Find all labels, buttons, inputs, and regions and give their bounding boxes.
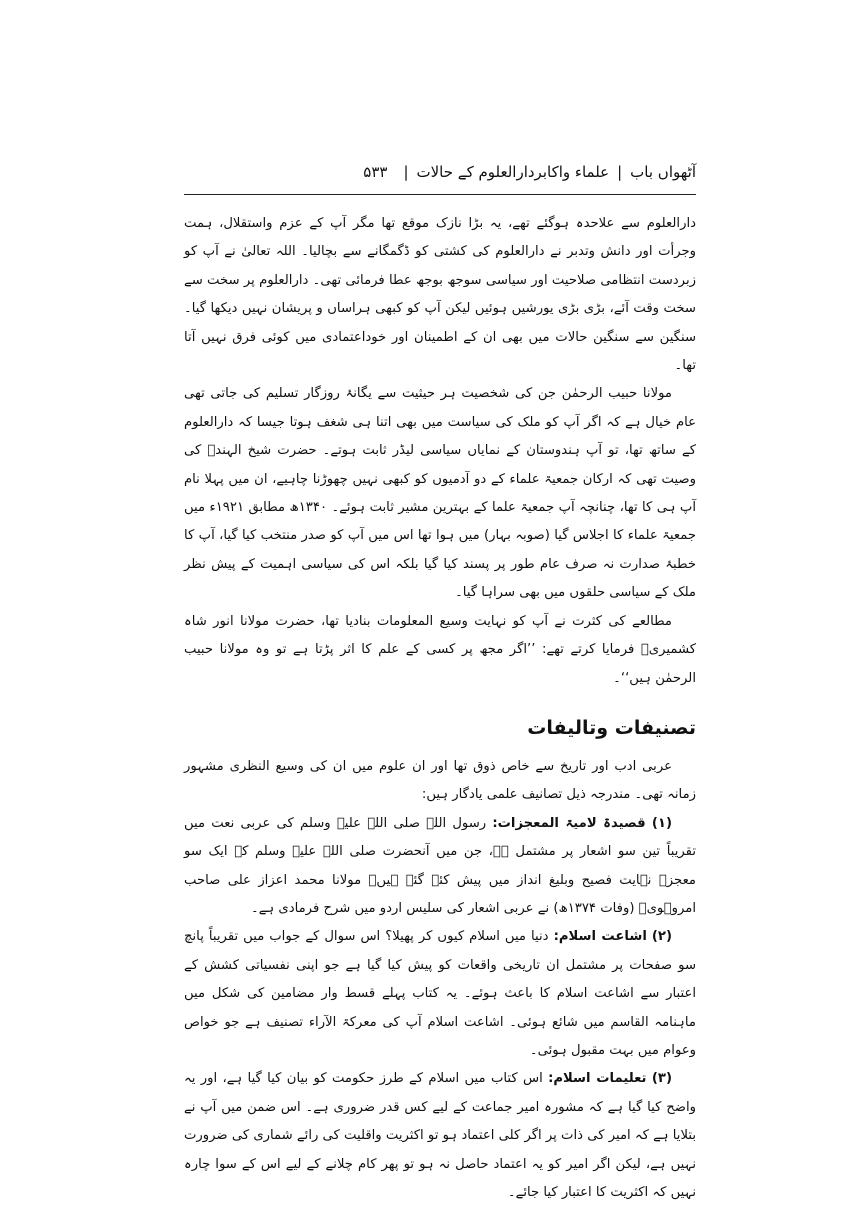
header-separator: | — [617, 163, 623, 181]
list-item — [184, 923, 696, 1065]
running-header — [184, 157, 696, 187]
item-number: (۲) — [651, 929, 672, 945]
list-item — [184, 810, 696, 924]
item-text: دنیا میں اسلام کیوں کر پھیلا؟ اس سوال کے جواب میں تقریباً پانچ سو صفحات پر مشتمل ان تاریخی واقعات کو پیش کیا گیا ہے جو اپنی نفسیاتی کشش کے اعتبار سے اشاعت اسلام کا باعث ہوئے۔ یہ کتاب پہلے قسط وار مضامین کی شکل میں ماہنامہ القاسم میں شائع ہوئی۔ اشاعت اسلام آپ کی معرکۃ الآراء تصنیف ہے جو خواص وعوام میں بہت مقبول ہوئی۔ — [184, 929, 696, 1058]
paragraph: دارالعلوم سے علاحدہ ہوگئے تھے، یہ بڑا نازک موقع تھا مگر آپ کے عزم واستقلال، ہمت وجرأت اور دانش وتدبر نے دارالعلوم کی کشتی کو ڈگمگانے سے بچالیا۔ اللہ تعالیٰ نے آپ کو زبردست انتظامی صلاحیت اور سیاسی سوجھ بوجھ عطا فرمائی تھی۔ دارالعلوم پر سخت سے سخت وقت آئے، بڑی بڑی یورشیں ہوئیں لیکن آپ کو کبھی ہراساں و پریشان نہیں دیکھا گیا۔ سنگین سے سنگین حالات میں بھی ان کے اطمینان اور خوداعتمادی میں کوئی فرق نہیں آتا تھا۔ — [184, 216, 696, 374]
page-body — [184, 210, 696, 1207]
page-number: ۵۳۳ — [363, 163, 388, 181]
item-title: تعلیمات اسلام: — [548, 1071, 647, 1087]
chapter-title: آٹھواں باب — [630, 163, 696, 181]
section-heading: تصنیفات وتالیفات — [527, 716, 696, 739]
list-item — [184, 1065, 696, 1207]
item-number: (۳) — [651, 1071, 672, 1087]
item-title: اشاعت اسلام: — [553, 929, 647, 945]
header-separator: | — [403, 163, 409, 181]
intro-paragraph: عربی ادب اور تاریخ سے خاص ذوق تھا اور ان علوم میں ان کی وسیع النظری مشہور زمانہ تھی۔ مندرجہ ذیل تصانیف علمی یادگار ہیں: — [184, 758, 696, 803]
paragraph: مولانا حبیب الرحمٰن جن کی شخصیت ہر حیثیت سے یگانۂ روزگار تسلیم کی جاتی تھی عام خیال ہے کہ اگر آپ کو ملک کی سیاست میں بھی اتنا ہی شغف ہوتا جیسا کہ دارالعلوم کے ساتھ تھا، تو آپ ہندوستان کے نمایاں سیاسی لیڈر ثابت ہوتے۔ حضرت شیخ الہندؒ کی وصیت تھی کہ ارکان جمعیۃ علماء کے دو آدمیوں کو کبھی نہیں چھوڑنا چاہیے، ان میں پہلا نام آپ ہی کا تھا، چنانچہ آپ جمعیۃ علما کے بہترین مشیر ثابت ہوئے۔ ۱۳۴۰ھ مطابق ۱۹۲۱ء میں جمعیۃ علماء کا اجلاس گیا (صوبہ بہار) میں ہوا تھا اس میں آپ کو صدر منتخب کیا گیا، آپ کا خطبۂ صدارت نہ صرف عام طور پر پسند کیا گیا بلکہ اس کی سیاسی اہمیت کے پیش نظر ملک کے سیاسی حلقوں میں بھی سراہا گیا۔ — [184, 386, 696, 601]
item-text: رسول اللہ صلی اللہ علیہ وسلم کی عربی نعت میں تقریباً تین سو اشعار پر مشتمل ہے، جن میں آنحضرت صلی اللہ علیہ وسلم کے ایک سو معجزے نہایت فصیح وبلیغ انداز میں پیش کئے گئے ہیں۔ مولانا محمد اعزاز علی صاحب امروہویؒ (وفات ۱۳۷۴ھ) نے عربی اشعار کی سلیس اردو میں شرح فرمادی ہے۔ — [184, 815, 696, 916]
item-title: قصیدۃ لامیۃ المعجزات: — [492, 815, 646, 831]
paragraph: مطالعے کی کثرت نے آپ کو نہایت وسیع المعلومات بنادیا تھا، حضرت مولانا انور شاہ کشمیریؒ فرمایا کرتے تھے: ’’اگر مجھ پر کسی کے علم کا اثر پڑتا ہے تو وہ مولانا حبیب الرحمٰن ہیں‘‘۔ — [184, 613, 696, 686]
section-title: علماء واکابردارالعلوم کے حالات — [416, 163, 610, 181]
item-text: اس کتاب میں اسلام کے طرز حکومت کو بیان کیا گیا ہے، اور یہ واضح کیا گیا ہے کہ مشورہ امیر جماعت کے لیے کس قدر ضروری ہے۔ اس ضمن میں آپ نے بتلایا ہے کہ امیر کی ذات پر اگر کلی اعتماد ہو تو اکثریت واقلیت کی رائے شماری کی ضرورت نہیں ہے، لیکن اگر امیر کو یہ اعتماد حاصل نہ ہو تو پھر کام چلانے کے لیے اس کے سوا چارہ نہیں کہ اکثریت کا اعتبار کیا جائے۔ — [184, 1071, 696, 1200]
header-rule — [184, 194, 696, 195]
item-number: (۱) — [651, 815, 672, 831]
